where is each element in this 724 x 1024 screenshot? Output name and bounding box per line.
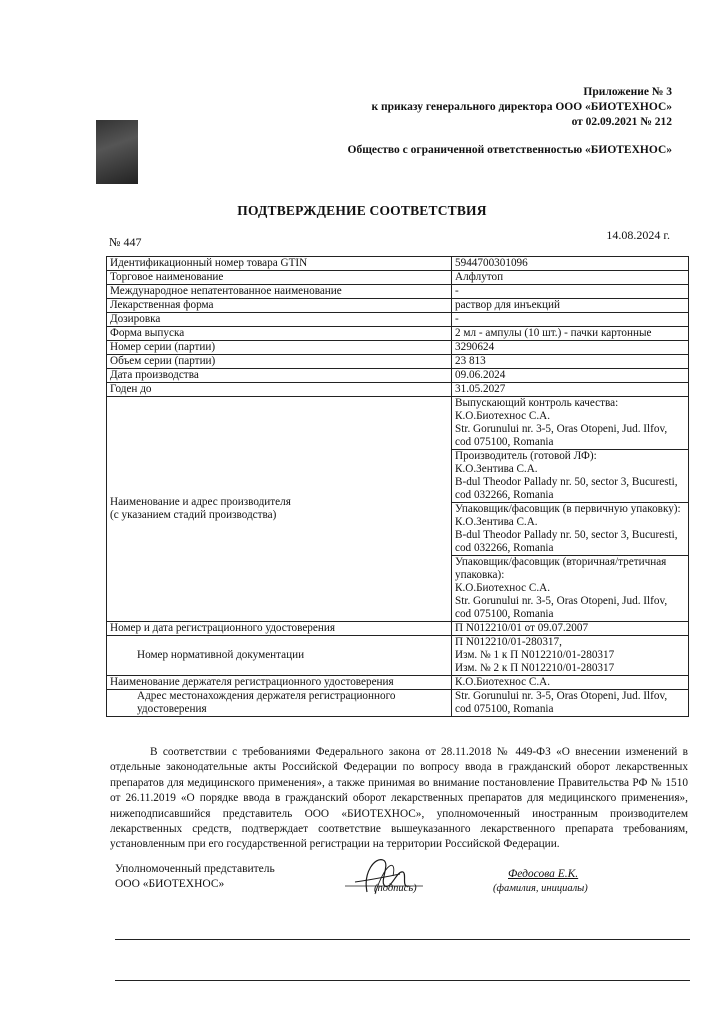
- row-label: Торговое наименование: [107, 271, 452, 285]
- signature-caption: (подпись): [374, 883, 417, 894]
- manufacturer-label-line1: Наименование и адрес производителя: [110, 496, 291, 508]
- table-row: [107, 690, 689, 717]
- table-row: [107, 313, 689, 327]
- row-label: Годен до: [107, 383, 452, 397]
- registration-value: П N012210/01 от 09.07.2007: [452, 622, 689, 636]
- holder-value: К.О.Биотехнос С.А.: [452, 676, 689, 690]
- row-value: 2 мл - ампулы (10 шт.) - пачки картонные: [452, 327, 689, 341]
- row-label: Дозировка: [107, 313, 452, 327]
- document-title: ПОДТВЕРЖДЕНИЕ СООТВЕТСТВИЯ: [237, 203, 487, 218]
- table-row: [107, 299, 689, 313]
- row-label: Идентификационный номер товара GTIN: [107, 257, 452, 271]
- table-row: [107, 355, 689, 369]
- row-value: 3290624: [452, 341, 689, 355]
- normative-label: Номер нормативной документации: [107, 636, 452, 676]
- table-row: [107, 636, 689, 676]
- table-row: [107, 327, 689, 341]
- stage-address: Str. Gorunului nr. 3-5, Oras Otopeni, Jud. Ilfov, cod 075100, Romania: [455, 423, 668, 448]
- manufacturer-stage: [452, 450, 689, 503]
- table-row: [107, 383, 689, 397]
- stage-name: К.О.Зентива С.А.: [455, 516, 538, 528]
- normative-line: Изм. № 2 к П N012210/01-280317: [455, 662, 615, 674]
- table-row: [107, 676, 689, 690]
- row-label: Дата производства: [107, 369, 452, 383]
- stage-name: К.О.Зентива С.А.: [455, 463, 538, 475]
- row-value: 09.06.2024: [452, 369, 689, 383]
- stage-title: Упаковщик/фасовщик (в первичную упаковку):: [455, 503, 681, 515]
- divider-line: [115, 980, 690, 981]
- table-row: [107, 285, 689, 299]
- row-label: Лекарственная форма: [107, 299, 452, 313]
- table-row: [107, 622, 689, 636]
- stage-title: Производитель (готовой ЛФ):: [455, 450, 597, 462]
- organization-name: Общество с ограниченной ответственностью «БИОТЕХНОС»: [347, 144, 672, 156]
- document-number: № 447: [109, 235, 142, 249]
- normative-line: Изм. № 1 к П N012210/01-280317: [455, 649, 615, 661]
- normative-value: [452, 636, 689, 676]
- stage-title: Выпускающий контроль качества:: [455, 397, 619, 409]
- representative-title: Уполномоченный представитель: [115, 863, 275, 875]
- statement-paragraph: В соответствии с требованиями Федерального закона от 28.11.2018 № 449-ФЗ «О внесении изменений в отдельные законодательные акты Российской Федерации по вопросу ввода в гражданский оборот лекарственных препаратов для медицинского применения», а также принимая во внимание постановление Правительства РФ № 1510 от 26.11.2019 «О порядке ввода в гражданский оборот лекарственных препаратов для медицинского применения», нижеподписавшийся представитель ООО «БИОТЕХНОС», уполномоченный иностранным производителем лекарственных средств, подтверждает соответствие вышеуказанного лекарственного препарата требованиям, установленным при его государственной регистрации на территории Российской Федерации.: [110, 746, 688, 851]
- representative-block: [115, 862, 275, 892]
- holder-address-value: Str. Gorunului nr. 3-5, Oras Otopeni, Jud. Ilfov, cod 075100, Romania: [452, 690, 689, 717]
- registration-label: Номер и дата регистрационного удостоверения: [107, 622, 452, 636]
- stage-address: Str. Gorunului nr. 3-5, Oras Otopeni, Jud. Ilfov, cod 075100, Romania: [455, 595, 668, 620]
- manufacturer-label: [107, 397, 452, 622]
- document-date: 14.08.2024 г.: [606, 228, 670, 242]
- manufacturer-label-line2: (с указанием стадий производства): [110, 509, 277, 521]
- row-value: раствор для инъекций: [452, 299, 689, 313]
- holder-label: Наименование держателя регистрационного удостоверения: [107, 676, 452, 690]
- appendix-line: Приложение № 3: [583, 86, 672, 98]
- row-value: 5944700301096: [452, 257, 689, 271]
- manufacturer-stage: [452, 503, 689, 556]
- table-row: [107, 257, 689, 271]
- stage-title: Упаковщик/фасовщик (вторичная/третичная упаковка):: [455, 556, 667, 581]
- normative-line: П N012210/01-280317,: [455, 636, 562, 648]
- row-label: Международное непатентованное наименование: [107, 285, 452, 299]
- row-value: 31.05.2027: [452, 383, 689, 397]
- table-row: [107, 341, 689, 355]
- table-row: [107, 369, 689, 383]
- stage-address: B-dul Theodor Pallady nr. 50, sector 3, Bucuresti, cod 032266, Romania: [455, 529, 678, 554]
- row-value: -: [452, 285, 689, 299]
- table-row: [107, 271, 689, 285]
- stage-name: К.О.Биотехнос С.А.: [455, 582, 551, 594]
- stage-name: К.О.Биотехнос С.А.: [455, 410, 551, 422]
- table-row: [107, 397, 689, 450]
- row-label: Объем серии (партии): [107, 355, 452, 369]
- manufacturer-stage: [452, 397, 689, 450]
- statement-text: [110, 745, 688, 853]
- signer-name: Федосова Е.К.: [508, 868, 579, 880]
- row-value: 23 813: [452, 355, 689, 369]
- holder-address-label: Адрес местонахождения держателя регистрационного удостоверения: [107, 690, 452, 717]
- stage-address: B-dul Theodor Pallady nr. 50, sector 3, Bucuresti, cod 032266, Romania: [455, 476, 678, 501]
- row-value: Алфлутоп: [452, 271, 689, 285]
- divider-line: [115, 939, 690, 940]
- handwritten-signature: [345, 852, 435, 903]
- manufacturer-stage: [452, 556, 689, 622]
- row-label: Форма выпуска: [107, 327, 452, 341]
- scan-edge-mark: [96, 120, 138, 184]
- order-date-line: от 02.09.2021 № 212: [571, 116, 672, 128]
- signer-name-caption: (фамилия, инициалы): [493, 883, 588, 894]
- order-line: к приказу генерального директора ООО «БИОТЕХНОС»: [371, 101, 672, 113]
- row-label: Номер серии (партии): [107, 341, 452, 355]
- row-value: -: [452, 313, 689, 327]
- product-info-table: [106, 256, 689, 717]
- representative-org: ООО «БИОТЕХНОС»: [115, 878, 225, 890]
